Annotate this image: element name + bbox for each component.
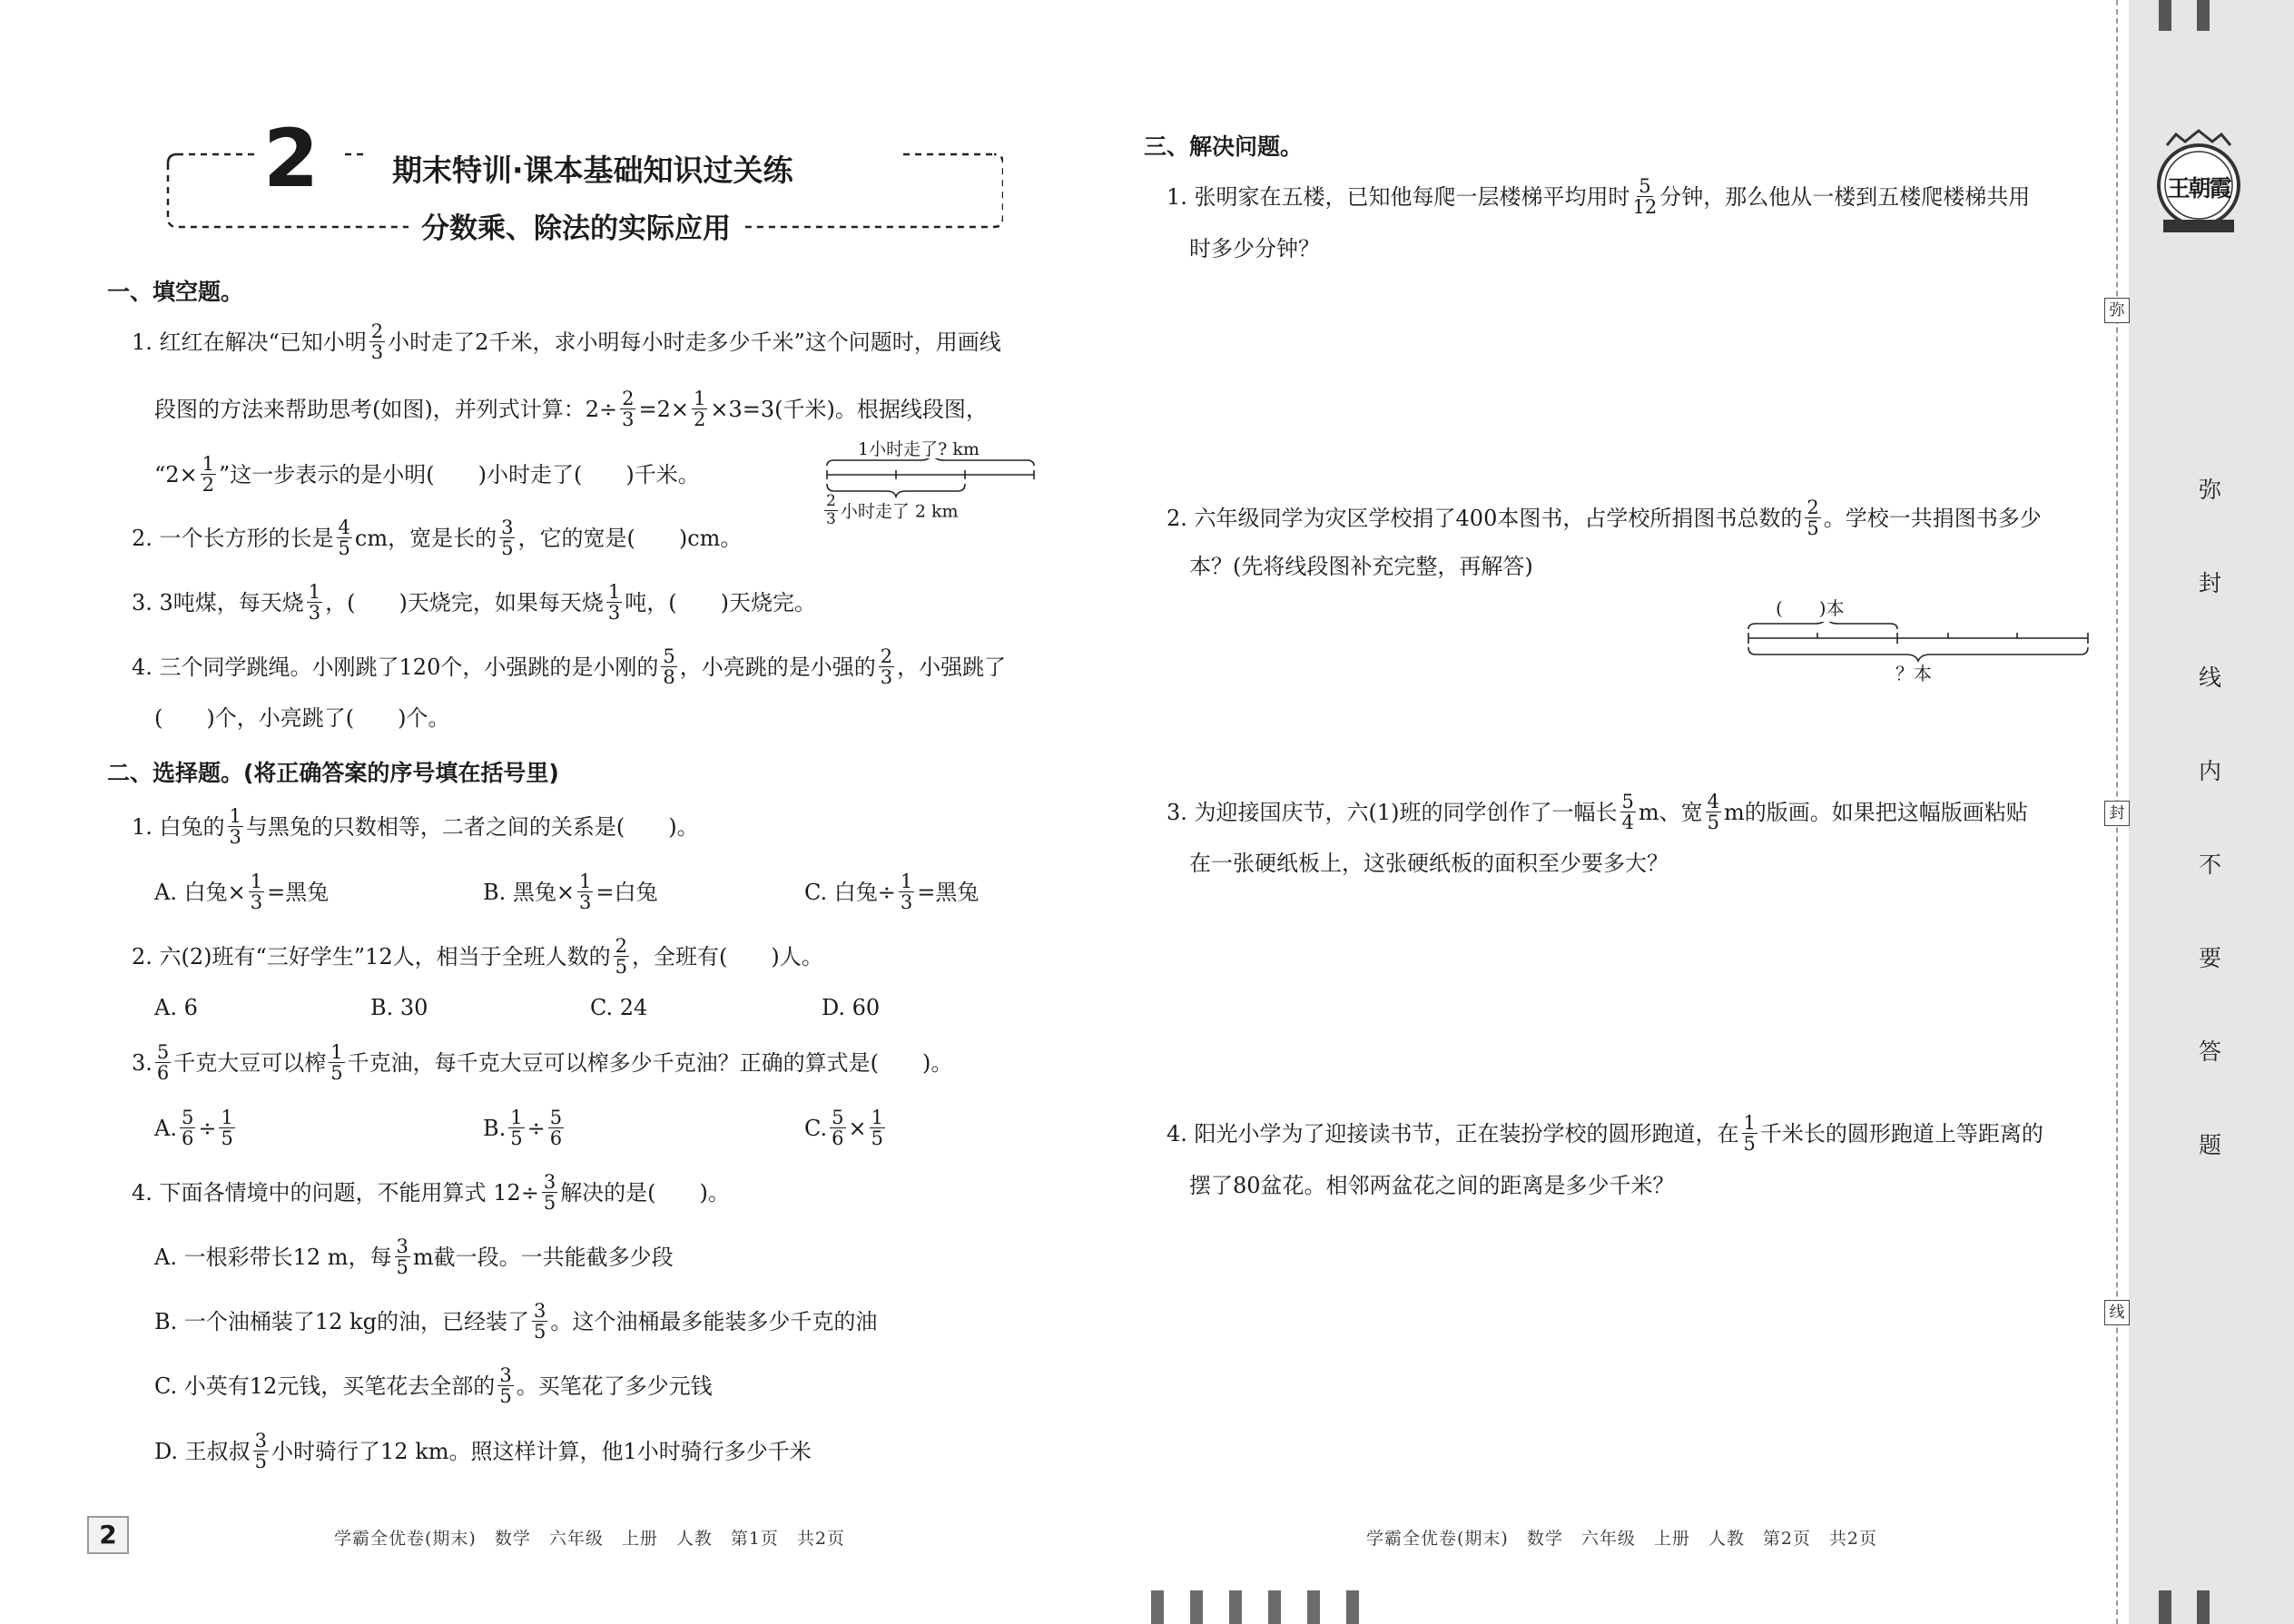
marker-bar [1268,1590,1281,1624]
s1-q1-line1: 1. 红红在解决“已知小明 $\frac{2}{3}$ 小时走了2千米，求小明每小时走多少千米”这个问题时，用画线 [132,320,1001,363]
page-subtitle-text: 分数乘、除法的实际应用 [421,212,731,245]
sidebar-char: 弥 [2199,477,2222,503]
s1-q1-line3: “2× $\frac{1}{2}$ ”这一步表示的是小明( )小时走了( )千米。 [154,453,700,496]
fraction: $\frac{2}{3}$ [370,320,384,363]
marker-bar [1229,1590,1242,1624]
diagram-bottom-label: ？本 [1895,663,1932,684]
fraction: $\frac{1}{2}$ [202,453,215,496]
s1-q1-line2: 段图的方法来帮助思考(如图)，并列式计算：2÷ $\frac{2}{3}$ =2× $\frac{1}{2}$ ×3=3(千米)。根据线段图， [154,388,988,430]
marker-bar [1346,1590,1359,1624]
s2-q2-option-a: A. 6 [154,995,198,1020]
page-title: 期末特训·课本基础知识过关练 [392,153,793,188]
s1-q1-diagram [822,431,1039,540]
sidebar-char: 内 [2199,758,2222,784]
diagram-top-label: 1小时走了? km [858,439,980,459]
header-number: 2 [263,112,320,205]
s1-q4-line2: ( )个，小亮跳了( )个。 [154,705,450,731]
sidebar-char: 答 [2199,1038,2222,1065]
s3-q2-line1: 2. 六年级同学为灾区学校捐了400本图书，占学校所捐图书总数的 $\frac{2}{5}$ 。学校一共捐图书多少 [1167,497,2042,539]
s2-q3: 3. $\frac{5}{6}$ 千克大豆可以榨 $\frac{1}{5}$ 千克油，每千克大豆可以榨多少千克油？正确的算式是( )。 [132,1041,953,1084]
s3-q2-diagram [1743,590,2097,690]
section3-heading: 三、解决问题。 [1144,133,1304,160]
page-subtitle [409,205,743,246]
s2-q1-option-a: A. 白兔× $\frac{1}{3}$ =黑兔 [154,871,330,913]
s2-q4-option-c: C. 小英有12元钱，买笔花去全部的 $\frac{3}{5}$ 。买笔花了多少元钱 [154,1364,713,1407]
section2-heading: 二、选择题。(将正确答案的序号填在括号里) [107,760,559,786]
sidebar-char: 不 [2199,851,2222,878]
s2-q4-option-d: D. 王叔叔 $\frac{3}{5}$ 小时骑行了12 km。照这样计算，他1小时骑行多少千米 [154,1430,812,1472]
s1-q4-line1: 4. 三个同学跳绳。小刚跳了120个，小强跳的是小刚的 $\frac{5}{8}$ ，小亮跳的是小强的 $\frac{2}{3}$ ，小强跳了 [132,645,1007,688]
sidebar-char: 题 [2199,1132,2222,1158]
s2-q3-option-c: C. $\frac{5}{6}$ × $\frac{1}{5}$ [804,1107,883,1149]
s3-q3-line1: 3. 为迎接国庆节，六(1)班的同学创作了一幅长 $\frac{5}{4}$ m、宽 $\frac{4}{5}$ m的版画。如果把这幅版画粘贴 [1167,791,2028,833]
diagram-top-label: ( )本 [1776,597,1845,619]
s2-q2-option-c: C. 24 [590,995,648,1020]
fraction: $\frac{2}{3}$ [622,388,635,430]
s3-q1-line1: 1. 张明家在五楼，已知他每爬一层楼梯平均用时 $\frac{5}{12}$ 分钟，那么他从一楼到五楼爬楼梯共用 [1167,175,2031,218]
s2-q2-option-b: B. 30 [370,995,428,1020]
sidebar-char: 要 [2199,945,2222,971]
s3-q4-line1: 4. 阳光小学为了迎接读书节，正在装扮学校的圆形跑道，在 $\frac{1}{5}$ 千米长的圆形跑道上等距离的 [1167,1112,2043,1155]
s2-q1-option-b: B. 黑兔× $\frac{1}{3}$ =白兔 [483,871,658,913]
s3-q3-line2: 在一张硬纸板上，这张硬纸板的面积至少要多大？ [1189,851,1669,876]
s2-q1: 1. 白兔的 $\frac{1}{3}$ 与黑兔的只数相等，二者之间的关系是( )。 [132,805,699,848]
s3-q4-line2: 摆了80盆花。相邻两盆花之间的距离是多少千米？ [1189,1173,1675,1198]
marker-bar [2159,0,2171,31]
marker-bar [2197,0,2210,31]
fraction: $\frac{1}{2}$ [693,388,706,430]
s2-q4: 4. 下面各情境中的问题，不能用算式 12÷ $\frac{3}{5}$ 解决的是( )。 [132,1171,730,1214]
s2-q4-option-b: B. 一个油桶装了12 kg的油，已经装了 $\frac{3}{5}$ 。这个油桶最多能装多少千克的油 [154,1300,878,1343]
marker-bar [2159,1590,2171,1624]
s3-q2-line2: 本？(先将线段图补充完整，再解答) [1189,554,1533,579]
diagram-bottom-label: $\frac{2}{3}$ 小时走了 2 km [826,492,959,528]
marker-bar [1307,1590,1320,1624]
footer-left: 学霸全优卷(期末) 数学 六年级 上册 人教 第1页 共2页 [334,1529,846,1549]
s2-q2: 2. 六(2)班有“三好学生”12人，相当于全班人数的 $\frac{2}{5}$ ，全班有( )人。 [132,935,823,978]
s1-q2: 2. 一个长方形的长是 $\frac{4}{5}$ cm，宽是长的 $\frac{3}{5}$ ，它的宽是( )cm。 [132,517,743,559]
s1-q3: 3. 3吨煤，每天烧 $\frac{1}{3}$ ，( )天烧完，如果每天烧 $\frac{1}{3}$ 吨，( )天烧完。 [132,581,817,624]
s3-q1-line2: 时多少分钟？ [1189,236,1320,261]
binding-mark: 封 [2104,801,2130,826]
footer-right: 学霸全优卷(期末) 数学 六年级 上册 人教 第2页 共2页 [1366,1529,1878,1549]
sidebar-char: 封 [2199,570,2222,596]
s2-q4-option-a: A. 一根彩带长12 m，每 $\frac{3}{5}$ m截一段。一共能截多少段 [154,1235,674,1278]
binding-mark: 线 [2104,1300,2130,1325]
marker-bar [1151,1590,1164,1624]
s2-q3-option-a: A. $\frac{5}{6}$ ÷ $\frac{1}{5}$ [154,1107,233,1149]
s2-q3-option-b: B. $\frac{1}{5}$ ÷ $\frac{5}{6}$ [483,1107,563,1149]
section1-heading: 一、填空题。 [107,279,244,305]
page-number-box [87,1516,129,1554]
brand-logo [2154,127,2243,243]
s2-q2-option-d: D. 60 [822,995,881,1020]
s2-q1-option-c: C. 白兔÷ $\frac{1}{3}$ =黑兔 [804,871,980,913]
binding-mark: 弥 [2104,298,2130,323]
binding-sidebar [2129,0,2294,1624]
sidebar-char: 线 [2199,664,2222,691]
marker-bar [2197,1590,2210,1624]
logo-text: 王朝霞 [2167,175,2230,202]
marker-bar [1190,1590,1203,1624]
page-number: 2 [99,1520,117,1550]
